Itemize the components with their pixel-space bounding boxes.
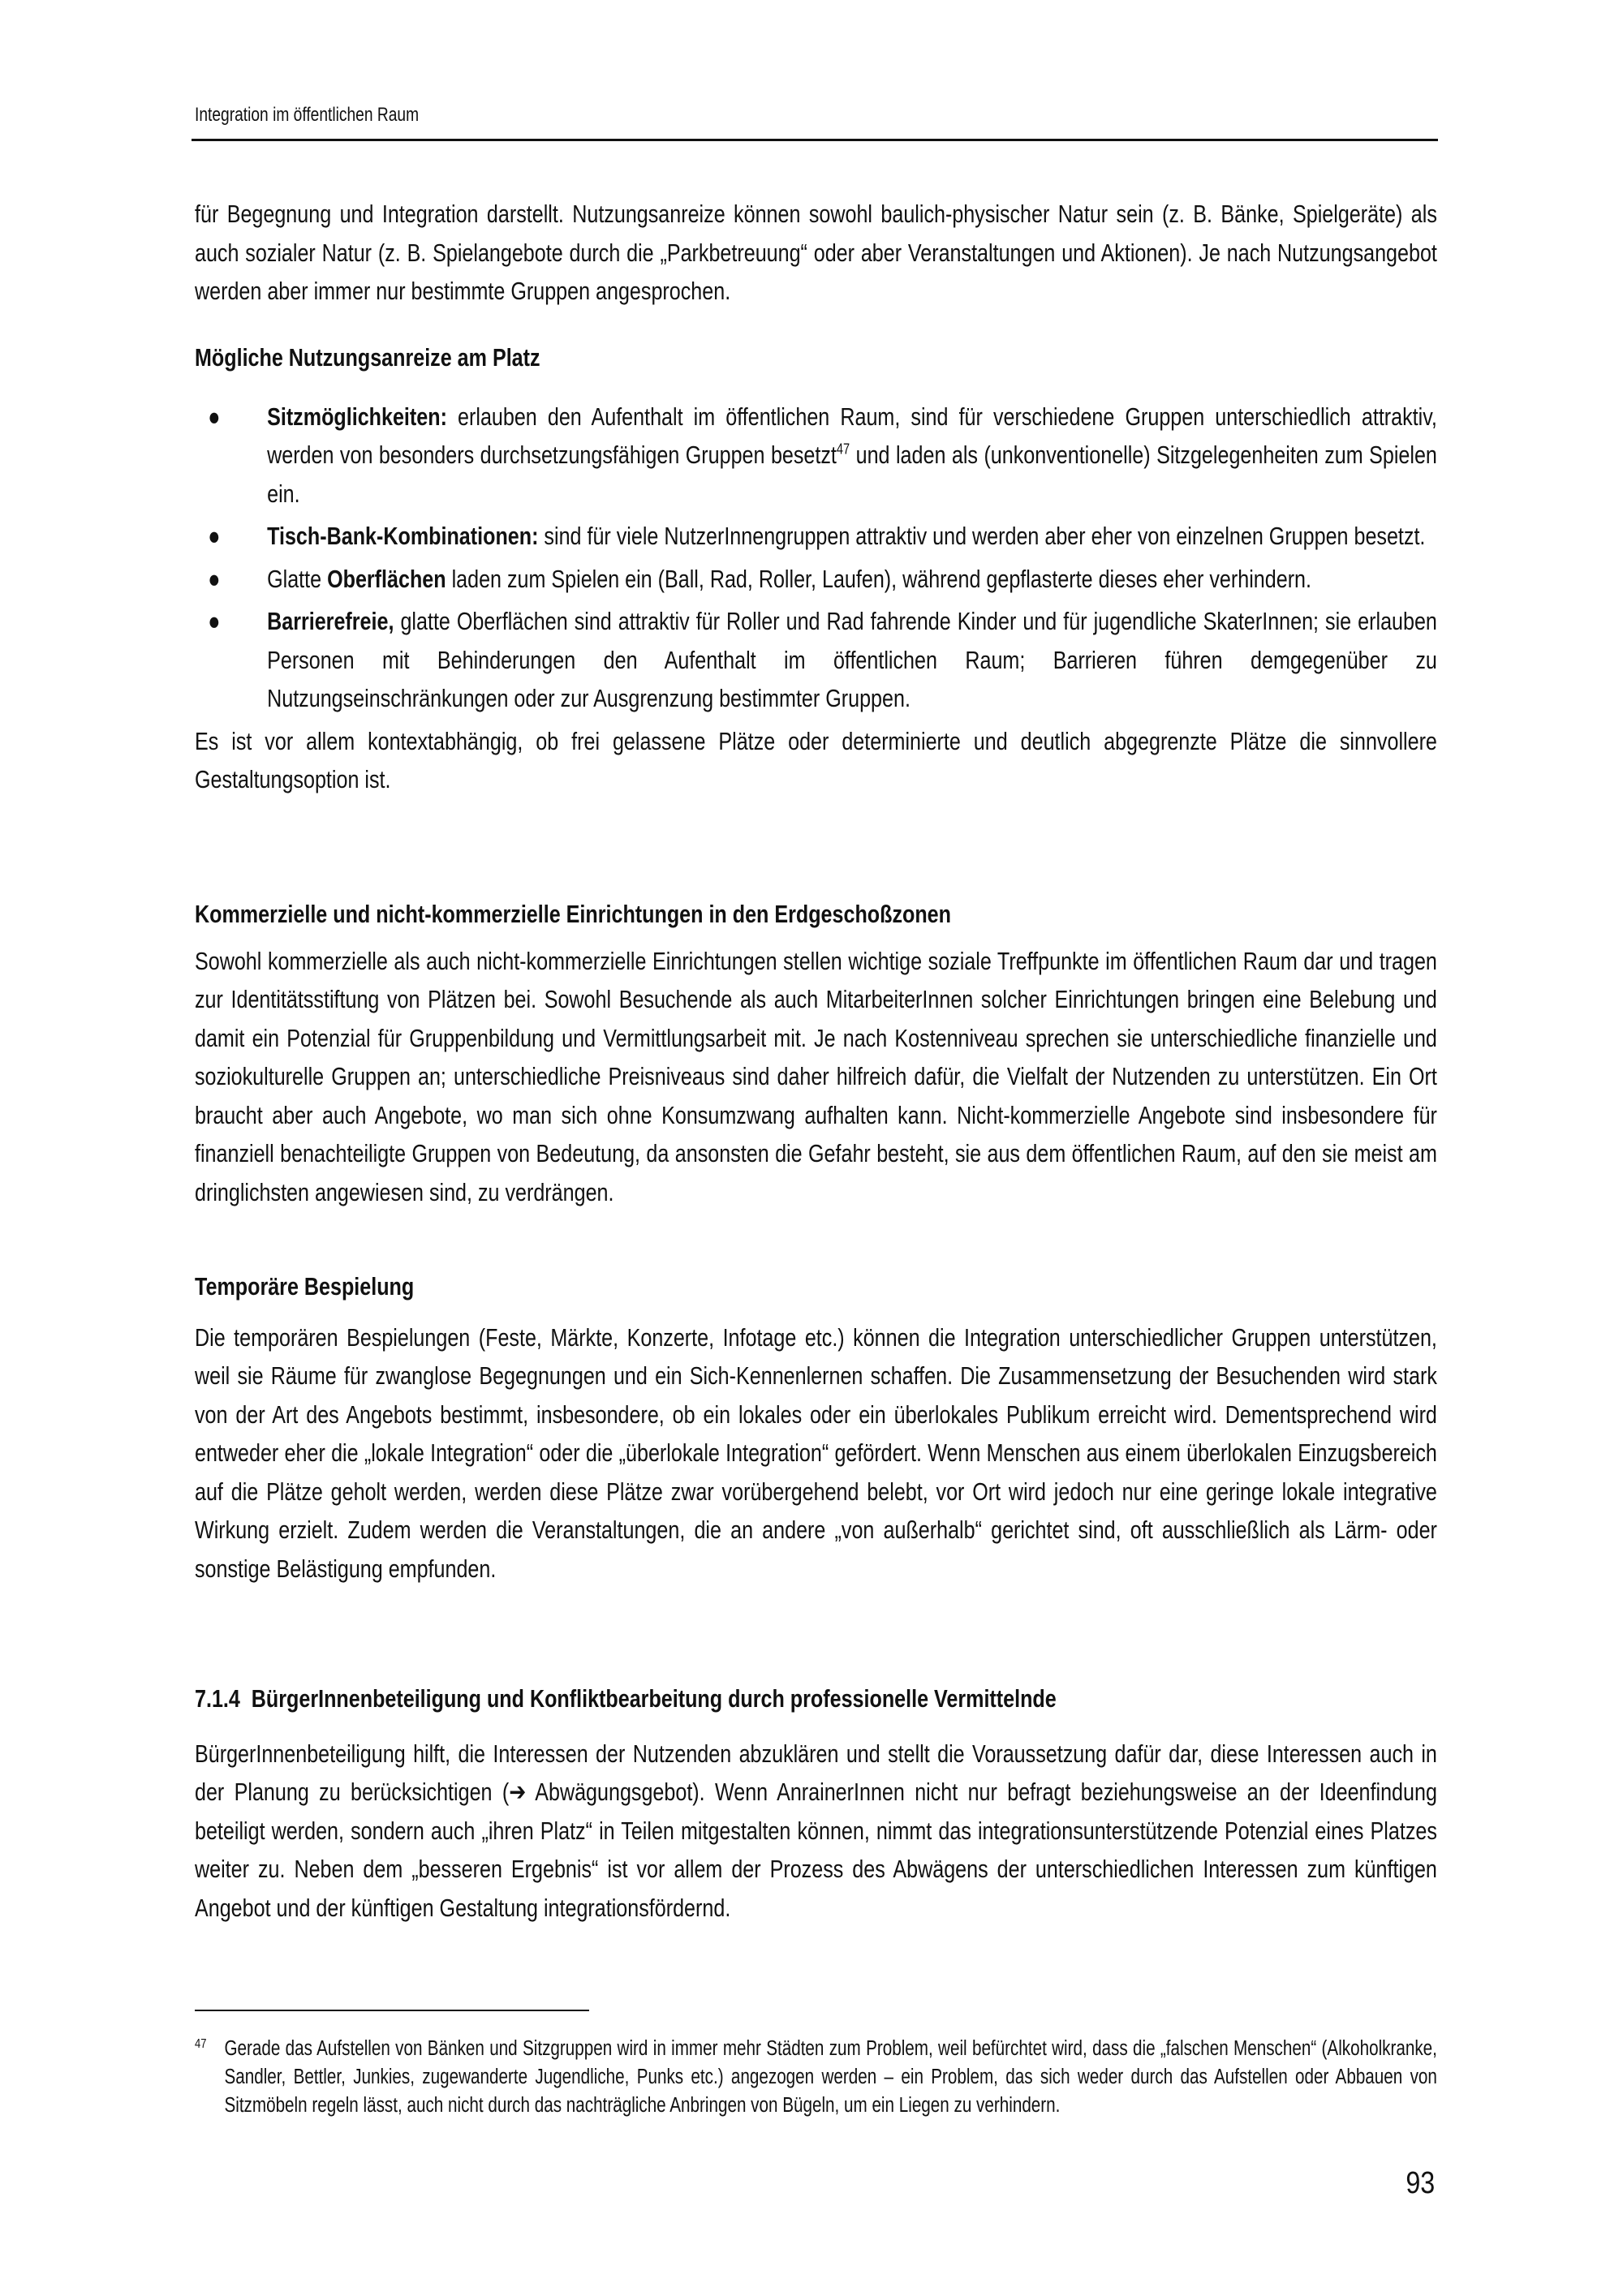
bullet-icon: ● — [208, 402, 221, 431]
item-text: Glatte — [267, 564, 328, 593]
section-usage-incentives — [195, 338, 1437, 799]
section-heading: Kommerzielle und nicht-kommerzielle Einrichtungen in den Erdgeschoßzonen — [195, 900, 951, 928]
paragraph-text — [195, 1735, 1437, 1928]
intro-paragraph — [195, 195, 1437, 311]
paragraph-text: für Begegnung und Integration darstellt. Nutzungsanreize können sowohl baulich-physischer Natur sein (z. B. Bänke, Spielgeräte) als auch sozialer Natur (z. B. Spielangebote durch die „Parkbetreuung“ oder aber Veranstaltungen und Aktionen). Je nach Nutzungsangebot werden aber immer nur bestimmte Gruppen angesprochen. — [195, 200, 1437, 305]
footnote-number: 47 — [195, 2037, 207, 2051]
arrow-right-icon: ➔ — [509, 1778, 527, 1806]
section-7-1-4 — [195, 1679, 1437, 1927]
bullet-icon: ● — [208, 564, 221, 593]
list-item — [195, 517, 1437, 556]
page-number: 93 — [1406, 2166, 1435, 2200]
item-text: sind für viele NutzerInnengruppen attraktiv und werden aber eher von einzelnen Gruppen besetzt. — [538, 522, 1426, 550]
section-heading: 7.1.4 BürgerInnenbeteiligung und Konfliktbearbeitung durch professionelle Vermittelnde — [195, 1684, 1057, 1713]
item-term: Barrierefreie, — [267, 607, 394, 635]
incentive-list — [195, 398, 1437, 718]
footnote-text: Gerade das Aufstellen von Bänken und Sitzgruppen wird in immer mehr Städten zum Problem, weil befürchtet wird, dass die „falschen Menschen“ (Alkoholkranke, Sandler, Bettler, Junkies, zugewanderte Jugendliche, Punks etc.) angezogen werden – ein Problem, das sich weder durch das Aufstellen oder Abbauen von Sitzmöbeln regeln lässt, auch nicht durch das nachträgliche Anbringen von Bügeln, um ein Liegen zu verhindern. — [224, 2037, 1437, 2117]
item-text: laden zum Spielen ein (Ball, Rad, Roller, Laufen), während gepflasterte dieses eher verhindern. — [446, 564, 1312, 593]
list-item — [195, 398, 1437, 514]
list-item — [195, 560, 1437, 599]
paragraph-text: Die temporären Bespielungen (Feste, Märkte, Konzerte, Infotage etc.) können die Integration unterschiedlicher Gruppen unterstützen, weil sie Räume für zwanglose Begegnungen und ein Sich-Kennenlernen schaffen. Die Zusammensetzung der Besuchenden wird stark von der Art des Angebots bestimmt, insbesondere, ob ein lokales oder ein überlokales Publikum erreicht wird. Dementsprechend wird entweder eher die „lokale Integration“ oder die „überlokale Integration“ gefördert. Wenn Menschen aus einem überlokalen Einzugsbereich auf die Plätze geholt werden, werden diese Plätze zwar vorübergehend belebt, vor Ort wird jedoch nur eine geringe lokale integrative Wirkung erzielt. Zudem werden die Veranstaltungen, die an andere „von außerhalb“ gerichtet sind, oft ausschließlich als Lärm- oder sonstige Belästigung empfunden. — [195, 1322, 1437, 1583]
list-item — [195, 602, 1437, 718]
header-rule — [192, 139, 1438, 141]
item-term: Oberflächen — [327, 564, 446, 593]
item-text: und laden als (unkonventionelle) Sitzgelegenheiten zum Spielen ein. — [267, 441, 1437, 508]
footnote-ref[interactable]: 47 — [836, 441, 850, 458]
item-text: glatte Oberflächen sind attraktiv für Roller und Rad fahrende Kinder und für jugendliche SkaterInnen; sie erlauben Personen mit Behinderungen den Aufenthalt im öffentlichen Raum; Barrieren führen demgegenüber zu Nutzungseinschränkungen oder zur Ausgrenzung bestimmter Gruppen. — [267, 607, 1437, 712]
item-term: Tisch-Bank-Kombinationen: — [267, 522, 539, 550]
section-heading: Mögliche Nutzungsanreize am Platz — [195, 343, 540, 372]
text-span: BürgerInnenbeteiligung hilft, die Interessen der Nutzenden abzuklären und stellt die Voraussetzung dafür dar, diese Interessen auch in der Planung zu berücksichtigen ( — [195, 1739, 1437, 1806]
bullet-icon: ● — [208, 607, 221, 635]
item-term: Sitzmöglichkeiten: — [267, 402, 447, 431]
paragraph-text: Sowohl kommerzielle als auch nicht-kommerzielle Einrichtungen stellen wichtige soziale Treffpunkte im öffentlichen Raum dar und tragen zur Identitätsstiftung von Plätzen bei. Sowohl Besuchende als auch MitarbeiterInnen solcher Einrichtungen bringen eine Belebung und damit ein Potenzial für Gruppenbildung und Vermittlungsarbeit mit. Je nach Kostenniveau sprechen sie unterschiedliche finanzielle und soziokulturelle Gruppen an; unterschiedliche Preisniveaus sind daher hilfreich dafür, die Vielfalt der Nutzenden zu unterstützen. Ein Ort braucht aber auch Angebote, wo man sich ohne Konsumzwang aufhalten kann. Nicht-kommerzielle Angebote sind insbesondere für finanziell benachteiligte Gruppen von Bedeutung, da ansonsten die Gefahr besteht, sie aus dem öffentlichen Raum, auf den sie meist am dringlichsten angewiesen sind, zu verdrängen. — [195, 946, 1437, 1206]
footnote — [195, 2035, 1437, 2120]
footnote-rule — [195, 2010, 589, 2011]
section-heading: Temporäre Bespielung — [195, 1272, 415, 1301]
paragraph-text: Es ist vor allem kontextabhängig, ob frei gelassene Plätze oder determinierte und deutlich abgegrenzte Plätze die sinnvollere Gestaltungsoption ist. — [195, 726, 1437, 793]
text-span: Abwägungsgebot). Wenn AnrainerInnen nicht nur befragt beziehungsweise an der Ideenfindung beteiligt werden, sondern auch „ihren Platz“ in Teilen mitgestalten können, nimmt das integrationsunterstützende Potenzial eines Platzes weiter zu. Neben dem „besseren Ergebnis“ ist vor allem der Prozess des Abwägens der unterschiedlichen Interessen zum künftigen Angebot und der künftigen Gestaltung integrationsfördernd. — [195, 1778, 1437, 1922]
bullet-icon: ● — [208, 522, 221, 550]
section-temporary — [195, 1267, 1437, 1588]
section-commercial — [195, 895, 1437, 1211]
item-text: erlauben den Aufenthalt im öffentlichen Raum, sind für verschiedene Gruppen unterschiedlich attraktiv, werden von besonders durchsetzungsfähigen Gruppen besetzt — [267, 402, 1437, 469]
running-header: Integration im öffentlichen Raum — [195, 104, 420, 126]
